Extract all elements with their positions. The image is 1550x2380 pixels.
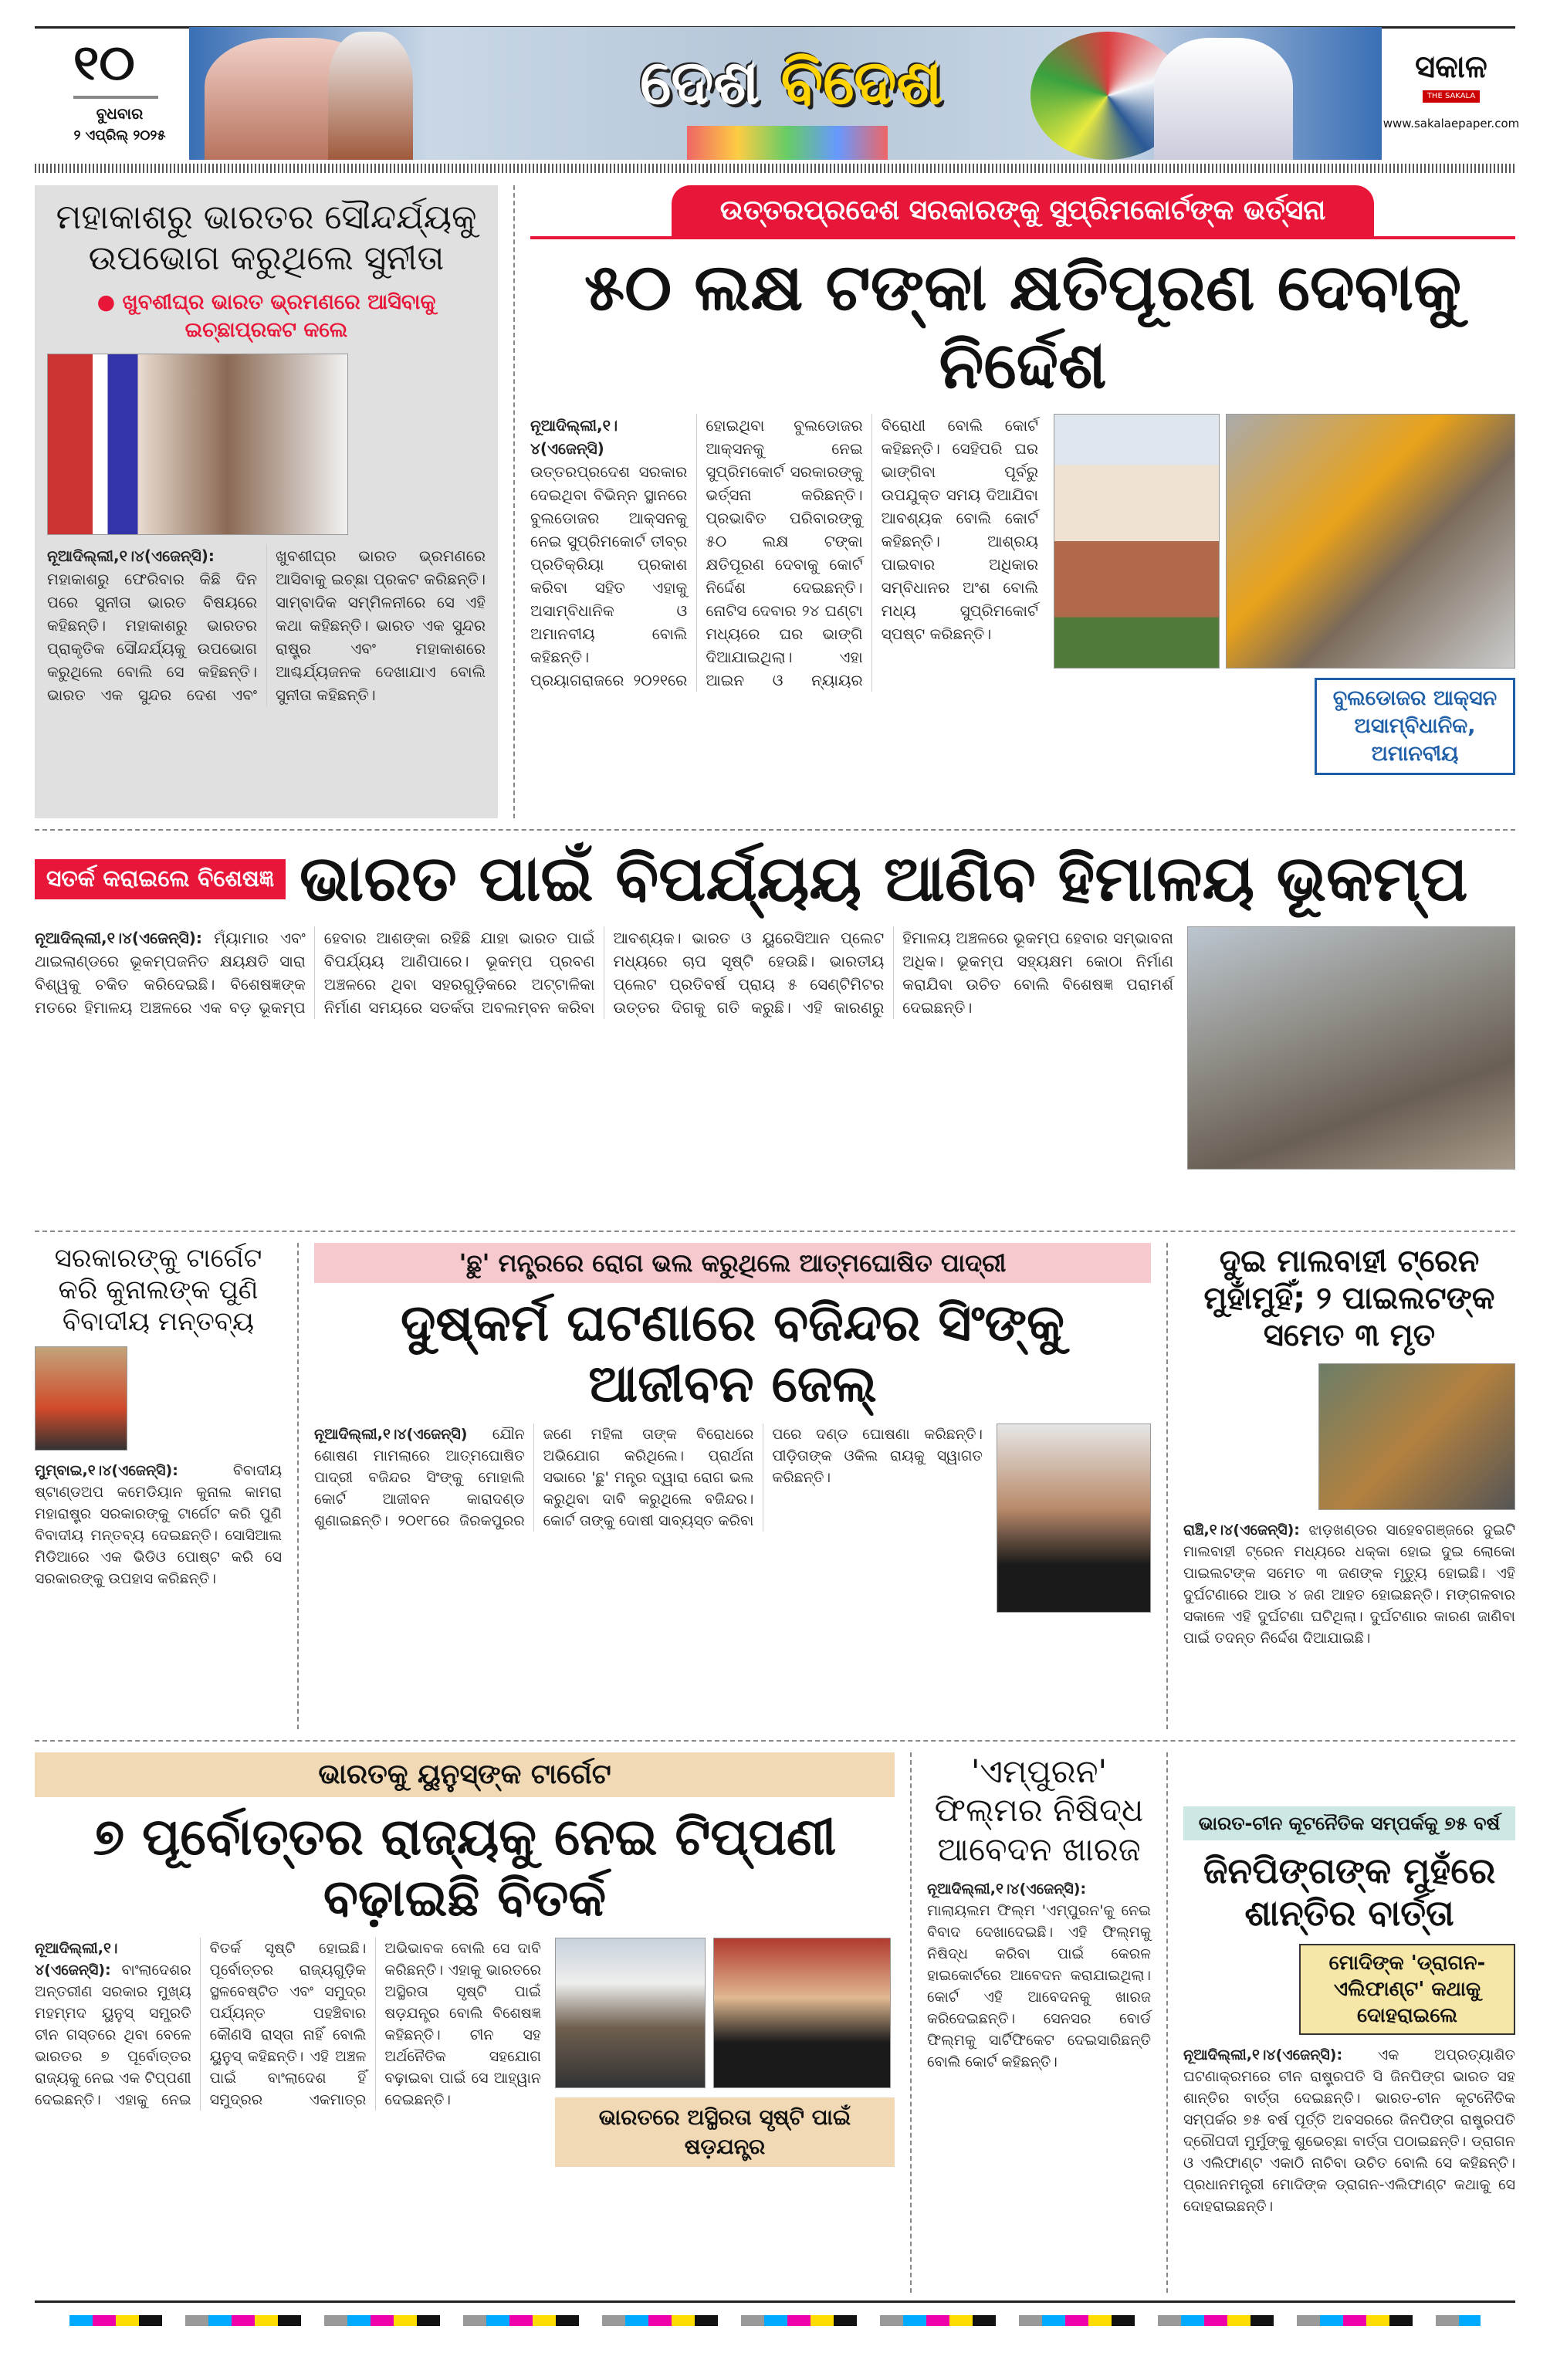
kicker-rule — [530, 185, 1515, 239]
yunus-photo — [555, 1938, 706, 2088]
empuraan-body — [927, 1878, 1151, 2073]
body-text: ଏକ ଅପ୍ରତ୍ୟାଶିତ ଘଟଣାକ୍ରମରେ ଚୀନ ରାଷ୍ଟ୍ରପତି ସି ଜିନପିଙ୍ଗ ଭାରତ ସହ ଶାନ୍ତିର ବାର୍ତ୍ତା ଦେଇଛନ୍ତି। ଭାରତ-ଚୀନ କୂଟନୈତିକ ସମ୍ପର୍କର ୭୫ ବର୍ଷ ପୂର୍ତ୍ତି ଅବସରରେ ଜିନପିଙ୍ଗ ରାଷ୍ଟ୍ରପତି ଦ୍ରୌପଦୀ ମୁର୍ମୁଙ୍କୁ ଶୁଭେଚ୍ଛା ବାର୍ତ୍ତା ପଠାଇଛନ୍ତି। ଡ୍ରାଗନ ଓ ଏଲିଫାଣ୍ଟ ଏକାଠି ନାଚିବା ଉଚିତ ବୋଲି ସେ କହିଛନ୍ତି। ପ୍ରଧାନମନ୍ତ୍ରୀ ମୋଦିଙ୍କ ଡ୍ରାଗନ-ଏଲିଫାଣ୍ଟ କଥାକୁ ସେ ଦୋହରାଇଛନ୍ତି। — [1183, 2047, 1516, 2216]
body-text: ବାଂଲାଦେଶର ଅନ୍ତରୀଣ ସରକାର ମୁଖ୍ୟ ମହମ୍ମଦ ୟୁନୁସ୍ ସମ୍ପ୍ରତି ଚୀନ ଗସ୍ତରେ ଥିବା ବେଳେ ଭାରତର ୭ ପୂର୍ବୋତ୍ତର ରାଜ୍ୟକୁ ନେଇ ଏକ ଟିପ୍ପଣୀ ଦେଇଛନ୍ତି। ଏହାକୁ ନେଇ ବିତର୍କ ସୃଷ୍ଟି ହୋଇଛି। ପୂର୍ବୋତ୍ତର ରାଜ୍ୟଗୁଡ଼ିକ ସ୍ଥଳବେଷ୍ଟିତ ଏବଂ ସମୁଦ୍ର ପର୍ଯ୍ୟନ୍ତ ପହଞ୍ଚିବାର କୌଣସି ରାସ୍ତା ନାହିଁ ବୋଲି ୟୁନୁସ୍ କହିଛନ୍ତି। ଏହି ଅଞ୍ଚଳ ପାଇଁ ବାଂଲାଦେଶ ହିଁ ସମୁଦ୍ରର ଏକମାତ୍ର ଅଭିଭାବକ ବୋଲି ସେ ଦାବି କରିଛନ୍ତି। ଏହାକୁ ଭାରତରେ ଅସ୍ଥିରତା ସୃଷ୍ଟି ପାଇଁ ଷଡ଼ଯନ୍ତ୍ର ବୋଲି ବିଶେଷଜ୍ଞ କହିଛନ୍ତି। ଚୀନ ସହ ଅର୍ଥନୈତିକ ସହଯୋଗ ବଢ଼ାଇବା ପାଇଁ ସେ ଆହ୍ୱାନ ଦେଇଛନ୍ତି। — [35, 1940, 541, 2109]
bajinder-body — [314, 1424, 983, 1532]
body-text: ବିବାଦୀୟ ଷ୍ଟାଣ୍ଡଅପ କମେଡିୟାନ କୁନାଲ କାମରା ମହାରାଷ୍ଟ୍ର ସରକାରଙ୍କୁ ଟାର୍ଗେଟ କରି ପୁଣି ବିବାଦୀୟ ମନ୍ତବ୍ୟ ଦେଇଛନ୍ତି। ସୋସିଆଲ ମିଡିଆରେ ଏକ ଭିଡିଓ ପୋଷ୍ଟ କରି ସେ ସରକାରଙ୍କୁ ଉପହାସ କରିଛନ୍ତି। — [35, 1462, 282, 1588]
section-title — [513, 44, 1069, 121]
bulldozer-callout: ବୁଲଡୋଜର ଆକ୍ସନ ଅସାମ୍ବିଧାନିକ, ଅମାନବୀୟ — [1315, 678, 1515, 775]
supreme-court-image — [328, 32, 413, 160]
dateline: ନୂଆଦିଲ୍ଲୀ,୧।୪(ଏଜେନ୍ସି): — [47, 546, 215, 565]
yunus-media — [555, 1938, 895, 2167]
train-headline: ଦୁଇ ମାଲବାହୀ ଟ୍ରେନ ମୁହାଁମୁହିଁ; ୨ ପାଇଲଟଙ୍କ ସମେତ ୩ ମୃତ — [1203, 1244, 1495, 1353]
dateline: ରାଞ୍ଚି,୧।୪(ଏଜେନ୍ସି): — [1183, 1522, 1300, 1539]
bottom-rule — [35, 2300, 1515, 2303]
body-text: ଝାଡ଼ଖଣ୍ଡର ସାହେବଗଞ୍ଜରେ ଦୁଇଟି ମାଲବାହୀ ଟ୍ରେନ ମଧ୍ୟରେ ଧକ୍କା ହୋଇ ଦୁଇ ଲୋକୋ ପାଇଲଟଙ୍କ ସମେତ ୩ ଜଣଙ୍କ ମୃତ୍ୟୁ ହୋଇଛି। ଏହି ଦୁର୍ଘଟଣାରେ ଆଉ ୪ ଜଣ ଆହତ ହୋଇଛନ୍ତି। ମଙ୍ଗଳବାର ସକାଳେ ଏହି ଦୁର୍ଘଟଣା ଘଟିଥିଲା। ଦୁର୍ଘଟଣାର କାରଣ ଜାଣିବା ପାଇଁ ତଦନ୍ତ ନିର୍ଦ୍ଦେଶ ଦିଆଯାଇଛି। — [1183, 1522, 1515, 1647]
body-text: ମ୍ୟାଁମାର ଏବଂ ଥାଇଲାଣ୍ଡରେ ଭୂକମ୍ପଜନିତ କ୍ଷୟକ୍ଷତି ସାରା ବିଶ୍ୱକୁ ଚକିତ କରିଦେଇଛି। ବିଶେଷଜ୍ଞଙ୍କ ମତରେ ହିମାଳୟ ଅଞ୍ଚଳରେ ଏକ ବଡ଼ ଭୂକମ୍ପ ହେବାର ଆଶଙ୍କା ରହିଛି ଯାହା ଭାରତ ପାଇଁ ବିପର୍ଯ୍ୟୟ ଆଣିପାରେ। ଭୂକମ୍ପ ପ୍ରବଣ ଅଞ୍ଚଳରେ ଥିବା ସହରଗୁଡ଼ିକରେ ଅଟ୍ଟାଳିକା ନିର୍ମାଣ ସମୟରେ ସତର୍କତା ଅବଲମ୍ବନ କରିବା ଆବଶ୍ୟକ। ଭାରତ ଓ ୟୁରେସିଆନ ପ୍ଲେଟ ମଧ୍ୟରେ ଚାପ ସୃଷ୍ଟି ହେଉଛି। ଭାରତୀୟ ପ୍ଲେଟ ପ୍ରତିବର୍ଷ ପ୍ରାୟ ୫ ସେଣ୍ଟିମିଟର ଉତ୍ତର ଦିଗକୁ ଗତି କରୁଛି। ଏହି କାରଣରୁ ହିମାଳୟ ଅଞ୍ଚଳରେ ଭୂକମ୍ପ ହେବାର ସମ୍ଭାବନା ଅଧିକ। ଭୂକମ୍ପ ସହ୍ୟକ୍ଷମ କୋଠା ନିର୍ମାଣ କରାଯିବା ଉଚିତ ବୋଲି ବିଶେଷଜ୍ଞ ପରାମର୍ଶ ଦେଇଛନ୍ତି। — [35, 929, 1173, 1017]
body-text: ମହାକାଶରୁ ଫେରିବାର କିଛି ଦିନ ପରେ ସୁନୀତା ଭାରତ ବିଷୟରେ କହିଛନ୍ତି। ମହାକାଶରୁ ଭାରତର ପ୍ରାକୃତିକ ସୌନ୍ଦର୍ଯ୍ୟକୁ ଉପଭୋଗ କରୁଥିଲେ ବୋଲି ସେ କହିଛନ୍ତି। ଭାରତ ଏକ ସୁନ୍ଦର ଦେଶ ଏବଂ ଖୁବଶୀଘ୍ର ଭାରତ ଭ୍ରମଣରେ ଆସିବାକୁ ଇଚ୍ଛା ପ୍ରକଟ କରିଛନ୍ତି। ସାମ୍ବାଦିକ ସମ୍ମିଳନୀରେ ସେ ଏହି କଥା କହିଛନ୍ତି। ଭାରତ ଏକ ସୁନ୍ଦର ରାଷ୍ଟ୍ର ଏବଂ ମହାକାଶରେ ଆଶ୍ଚର୍ଯ୍ୟଜନକ ଦେଖାଯାଏ ବୋଲି ସୁନୀତା କହିଛନ୍ତି। — [47, 546, 486, 704]
logo-text: ସକାଳ — [1415, 49, 1487, 85]
train-story — [1183, 1243, 1515, 1729]
section-banner — [189, 27, 1382, 160]
color-registration-bar — [69, 2315, 1481, 2326]
dateline: ମୁମ୍ବାଇ,୧।୪(ଏଜେନ୍ସି): — [35, 1462, 178, 1480]
bulldozer-photo — [1226, 414, 1515, 669]
yunus-inset: ଭାରତରେ ଅସ୍ଥିରତା ସୃଷ୍ଟି ପାଇଁ ଷଡ଼ଯନ୍ତ୍ର — [555, 2097, 895, 2167]
china-body — [1183, 2044, 1515, 2217]
yunus-kicker: ଭାରତକୁ ୟୁନୁସ୍‌ଙ୍କ ଟାର୍ଗେଟ — [35, 1752, 895, 1797]
sunita-headline: ମହାକାଶରୁ ଭାରତର ସୌନ୍ଦର୍ଯ୍ୟକୁ ଉପଭୋଗ କରୁଥିଲେ ସୁନୀତା — [56, 198, 477, 278]
train-body — [1183, 1519, 1515, 1649]
yunus-headline: ୭ ପୂର୍ବୋତ୍ତର ରାଜ୍ୟକୁ ନେଇ ଟିପ୍ପଣୀ ବଢ଼ାଇଛି ବିତର୍କ — [93, 1807, 837, 1928]
row-divider — [35, 1740, 1515, 1742]
row-divider — [35, 1231, 1515, 1232]
photo-pair — [1054, 414, 1515, 669]
photo-pair — [555, 1938, 895, 2088]
bulldozer-kicker: ଉତ୍ତରପ୍ରଦେଶ ସରକାରଙ୍କୁ ସୁପ୍ରିମକୋର୍ଟଙ୍କ ଭର୍ତ୍ସନା — [672, 185, 1374, 236]
bulldozer-photos — [1052, 414, 1515, 775]
kunal-story — [35, 1243, 282, 1729]
issue-day: ବୁଧବାର — [96, 104, 144, 123]
sunita-subhead-text: ଖୁବଶୀଘ୍ର ଭାରତ ଭ୍ରମଣରେ ଆସିବାକୁ ଇଚ୍ଛାପ୍ରକଟ କଲେ — [122, 289, 436, 342]
column-divider — [910, 1752, 912, 2293]
section-title-part1: ଦେଶ — [640, 46, 760, 118]
bulldozer-headline: ୫୦ ଲକ୍ଷ ଟଙ୍କା କ୍ଷତିପୂରଣ ଦେବାକୁ ନିର୍ଦ୍ଦେଶ — [584, 249, 1462, 403]
column-divider — [1166, 1243, 1168, 1729]
kunal-photo — [35, 1346, 127, 1451]
sunita-photo — [47, 354, 348, 535]
capitol-image — [1154, 38, 1293, 160]
yunus-story — [35, 1752, 895, 2293]
dateline: ନୂଆଦିଲ୍ଲୀ,୧।୪(ଏଜେନ୍ସି) — [530, 415, 618, 458]
monuments-image — [687, 126, 888, 160]
headline-line: 'ଏମ୍ପୁରନ' — [970, 1752, 1108, 1790]
page-content — [35, 185, 1515, 2326]
himalaya-kicker: ସତର୍କ କରାଇଲେ ବିଶେଷଜ୍ଞ — [35, 859, 286, 899]
china-inset: ମୋଦିଙ୍କ 'ଡ୍ରାଗନ-ଏଲିଫାଣ୍ଟ' କଥାକୁ ଦୋହରାଇଲେ — [1299, 1944, 1515, 2035]
kunal-body — [35, 1460, 282, 1589]
china-headline: ଜିନପିଙ୍ଗଙ୍କ ମୁହଁରେ ଶାନ୍ତିର ବାର୍ତ୍ତା — [1203, 1850, 1496, 1935]
headline-line: ଆବେଦନ ଖାରଜ — [937, 1830, 1141, 1868]
column-divider — [297, 1243, 299, 1729]
collapsed-building-photo — [1187, 926, 1515, 1170]
row-divider — [35, 829, 1515, 831]
sunita-story-box — [35, 185, 498, 818]
row-bottom — [35, 1752, 1515, 2293]
himalaya-headline: ଭାରତ ପାଇଁ ବିପର୍ଯ୍ୟୟ ଆଣିବ ହିମାଳୟ ଭୂକମ୍ପ — [300, 842, 1468, 916]
xi-jinping-photo — [713, 1938, 891, 2088]
header-hatch — [35, 164, 1515, 173]
train-accident-photo — [1318, 1363, 1515, 1510]
dateline: ନୂଆଦିଲ୍ଲୀ,୧।୪(ଏଜେନ୍ସି): — [35, 929, 202, 948]
yunus-body — [35, 1938, 541, 2111]
body-text: ଉତ୍ତରପ୍ରଦେଶ ସରକାର ଦେଇଥିବା ବିଭିନ୍ନ ସ୍ଥାନରେ ବୁଲଡୋଜର ଆକ୍ସନକୁ ନେଇ ସୁପ୍ରିମକୋର୍ଟ ତୀବ୍ର ପ୍ରତିକ୍ରିୟା ପ୍ରକାଶ କରିବା ସହିତ ଏହାକୁ ଅସାମ୍ବିଧାନିକ ଓ ଅମାନବୀୟ ବୋଲି କହିଛନ୍ତି। ପ୍ରୟାଗରାଜରେ ୨୦୨୧ରେ ହୋଇଥିବା ବୁଲଡୋଜର ଆକ୍ସନକୁ ନେଇ ସୁପ୍ରିମକୋର୍ଟ ସରକାରଙ୍କୁ ଭର୍ତ୍ସନା କରିଛନ୍ତି। ପ୍ରଭାବିତ ପରିବାରଙ୍କୁ ୫୦ ଲକ୍ଷ ଟଙ୍କା କ୍ଷତିପୂରଣ ଦେବାକୁ କୋର୍ଟ ନିର୍ଦ୍ଦେଶ ଦେଇଛନ୍ତି। ନୋଟିସ ଦେବାର ୨୪ ଘଣ୍ଟା ମଧ୍ୟରେ ଘର ଭାଙ୍ଗି ଦିଆଯାଇଥିଲା। ଏହା ଆଇନ ଓ ନ୍ୟାୟର ବିରୋଧୀ ବୋଲି କୋର୍ଟ କହିଛନ୍ତି। ସେହିପରି ଘର ଭାଙ୍ଗିବା ପୂର୍ବରୁ ଉପଯୁକ୍ତ ସମୟ ଦିଆଯିବା ଆବଶ୍ୟକ ବୋଲି କୋର୍ଟ କହିଛନ୍ତି। ଆଶ୍ରୟ ପାଇବାର ଅଧିକାର ସମ୍ବିଧାନର ଅଂଶ ବୋଲି ମଧ୍ୟ ସୁପ୍ରିମକୋର୍ଟ ସ୍ପଷ୍ଟ କରିଛନ୍ତି। — [530, 415, 1038, 689]
bajinder-photo — [997, 1424, 1151, 1613]
section-title-part2: ବିଦେଶ — [780, 46, 943, 118]
bajinder-story — [314, 1243, 1151, 1729]
sunita-body — [47, 544, 486, 706]
dateline: ନୂଆଦିଲ୍ଲୀ,୧।୪(ଏଜେନ୍ସି): — [35, 1940, 118, 1979]
bulldozer-story — [530, 185, 1515, 818]
empuraan-story — [927, 1752, 1151, 2293]
row-middle — [35, 1243, 1515, 1729]
body-text: ଯୌନ ଶୋଷଣ ମାମଲାରେ ଆତ୍ମଘୋଷିତ ପାଦ୍ରୀ ବଜିନ୍ଦର ସିଂଙ୍କୁ ମୋହାଲି କୋର୍ଟ ଆଜୀବନ କାରାଦଣ୍ଡ ଶୁଣାଇଛନ୍ତି। ୨୦୧୮ରେ ଜିରକପୁରର ଜଣେ ମହିଳା ତାଙ୍କ ବିରୋଧରେ ଅଭିଯୋଗ କରିଥିଲେ। ପ୍ରାର୍ଥନା ସଭାରେ 'ଛୁ' ମନ୍ତ୍ର ଦ୍ୱାରା ରୋଗ ଭଲ କରୁଥିବା ଦାବି କରୁଥିଲେ ବଜିନ୍ଦର। କୋର୍ଟ ତାଙ୍କୁ ଦୋଷୀ ସାବ୍ୟସ୍ତ କରିବା ପରେ ଦଣ୍ଡ ଘୋଷଣା କରିଛନ୍ତି। ପୀଡ଼ିତାଙ୍କ ଓକିଲ ରାୟକୁ ସ୍ୱାଗତ କରିଛନ୍ତି। — [314, 1426, 983, 1530]
website-link[interactable]: www.sakalaepaper.com — [1382, 117, 1520, 130]
newspaper-logo — [1386, 48, 1517, 103]
divider — [73, 96, 158, 99]
bajinder-kicker: 'ଛୁ' ମନ୍ତ୍ରରେ ରୋଗ ଭଲ କରୁଥିଲେ ଆତ୍ମଘୋଷିତ ପାଦ୍ରୀ — [314, 1243, 1151, 1283]
china-kicker: ଭାରତ-ଚୀନ କୂଟନୈତିକ ସମ୍ପର୍କକୁ ୭୫ ବର୍ଷ — [1183, 1806, 1515, 1840]
kunal-headline: ସରକାରଙ୍କୁ ଟାର୍ଗେଟ କରି କୁନାଲଙ୍କ ପୁଣି ବିବାଦୀୟ ମନ୍ତବ୍ୟ — [54, 1243, 262, 1337]
himalaya-body — [35, 926, 1173, 1019]
bajinder-headline: ଦୁଷ୍କର୍ମ ଘଟଣାରେ ବଜିନ୍ଦର ସିଂଙ୍କୁ ଆଜୀବନ ଜେଲ୍ — [401, 1293, 1064, 1414]
bulldozer-body — [530, 414, 1038, 692]
headline-line: ଫିଲ୍ମର ନିଷିଦ୍ଧ — [934, 1791, 1144, 1830]
page-number: ୧୦ — [73, 35, 135, 92]
sunita-subhead: ● ଖୁବଶୀଘ୍ର ଭାରତ ଭ୍ରମଣରେ ଆସିବାକୁ ଇଚ୍ଛାପ୍ରକଟ କଲେ — [96, 289, 436, 342]
dateline: ନୂଆଦିଲ୍ଲୀ,୧।୪(ଏଜେନ୍ସି) — [314, 1426, 468, 1444]
logo-subtext: THE SAKALA — [1423, 90, 1480, 103]
supreme-court-photo — [1054, 414, 1220, 669]
issue-date: ୨ ଏପ୍ରିଲ୍ ୨୦୨୫ — [73, 127, 166, 144]
column-divider — [1166, 1752, 1168, 2293]
dateline: ନୂଆଦିଲ୍ଲୀ,୧।୪(ଏଜେନ୍ସି): — [1183, 2047, 1343, 2064]
himalaya-story — [35, 841, 1515, 1220]
empuraan-headline — [927, 1752, 1151, 1869]
dateline: ନୂଆଦିଲ୍ଲୀ,୧।୪(ଏଜେନ୍ସି): — [927, 1881, 1087, 1898]
body-text: ମାଲାୟଲମ ଫିଲ୍ମ 'ଏମ୍ପୁରନ'କୁ ନେଇ ବିବାଦ ଦେଖାଦେଇଛି। ଏହି ଫିଲ୍ମକୁ ନିଷିଦ୍ଧ କରିବା ପାଇଁ କେରଳ ହାଇକୋର୍ଟରେ ଆବେଦନ କରାଯାଇଥିଲା। କୋର୍ଟ ଏହି ଆବେଦନକୁ ଖାରଜ କରିଦେଇଛନ୍ତି। ସେନସର ବୋର୍ଡ ଫିଲ୍ମକୁ ସାର୍ଟିଫିକେଟ ଦେଇସାରିଛନ୍ତି ବୋଲି କୋର୍ଟ କହିଛନ୍ତି। — [927, 1902, 1151, 2071]
column-divider — [513, 185, 515, 818]
row-top — [35, 185, 1515, 818]
china-story — [1183, 1752, 1515, 2293]
